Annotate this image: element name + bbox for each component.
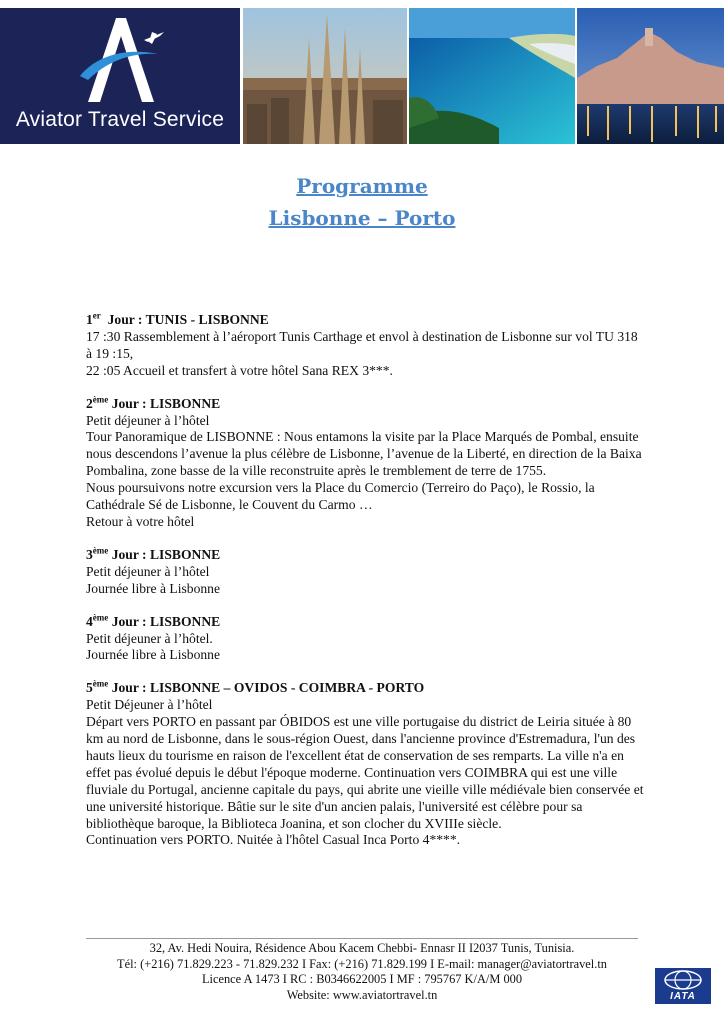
aviator-logo-icon [78,14,164,106]
brand-name: Aviator Travel Service [15,108,225,131]
header-banner [0,8,724,144]
iata-label: IATA [670,991,696,1002]
photo-sagrada-familia [243,8,407,144]
day-line: Petit déjeuner à l’hôtel [86,412,210,428]
day-heading: 1er Jour : TUNIS - LISBONNE [86,310,269,327]
footer-website: Website: www.aviatortravel.tn [286,987,438,1002]
day-4 [86,614,646,665]
day-1 [86,312,646,380]
day-line: Continuation vers PORTO. Nuitée à l'hôtel Casual Inca Porto 4****. [86,832,461,848]
page-title: Programme [296,174,428,198]
day-3 [86,547,646,598]
globe-icon [655,968,711,992]
day-line: Tour Panoramique de LISBONNE : Nous entamons la visite par la Place Marqués de Pombal, ensuite nous descendons l’avenue la plus célèbre de Lisbonne, l’avenue de la Liberté, en direction de la Baixa Pombalina, zone basse de la ville reconstruite après le tremblement de terre de 1755. [86,429,642,479]
footer-address: 32, Av. Hedi Nouira, Résidence Abou Kacem Chebbi- Ennasr II I2037 Tunis, Tunisia. [149,941,575,955]
day-line: 17 :30 Rassemblement à l’aéroport Tunis Carthage et envol à destination de Lisbonne sur vol TU 318 à 19 :15, [86,328,638,361]
footer-divider [86,938,638,939]
footer [70,941,654,1003]
page-subtitle: Lisbonne – Porto [268,206,456,230]
day-5 [86,680,646,849]
photo-harbour-night [577,8,724,144]
brand-logo [0,8,240,144]
day-line: Petit déjeuner à l’hôtel [86,563,210,579]
day-line: Journée libre à Lisbonne [86,647,221,663]
day-line: Nous poursuivons notre excursion vers la Place du Comercio (Terreiro do Paço), le Rossio, la Cathédrale Sé de Lisbonne, le Couvent du Carmo … [86,480,595,513]
day-heading: 5ème Jour : LISBONNE – OVIDOS - COIMBRA - PORTO [86,678,425,696]
day-line: Petit Déjeuner à l’hôtel [86,697,213,713]
footer-licence: Licence A 1473 I RC : B0346622005 I MF : 795767 K/A/M 000 [201,972,523,987]
day-heading: 3ème Jour : LISBONNE [86,545,221,562]
day-heading: 4ème Jour : LISBONNE [86,612,221,629]
programme-content [86,312,646,865]
day-line: Retour à votre hôtel [86,513,195,529]
day-line: Petit déjeuner à l’hôtel. [86,630,213,646]
footer-contact: Tél: (+216) 71.829.223 - 71.829.232 I Fax: (+216) 71.829.199 I E-mail: manager@aviatortravel.tn [117,956,607,971]
day-line: Départ vers PORTO en passant par ÓBIDOS est une ville portugaise du district de Leiria située à 80 km au nord de Lisbonne, dans le sous-région Ouest, dans l'ancienne province d'Estremadura, l'un des hauts lieux du tourisme en raison de l'excellent état de conservation de ses remparts. La ville n'a en effet pas évolué depuis le début l'époque moderne. Continuation vers COIMBRA qui est une ville fluviale du Portugal, ancienne capitale du pays, qui abrite une vieille ville médiévale bien conservée et une université historique. Bâtie sur le site d'un ancien palais, l'université est célèbre pour sa bibliothèque baroque, la Biblioteca Joanina, et son clocher du XVIIIe siècle. [86,714,644,831]
iata-logo [655,968,711,1004]
day-heading: 2ème Jour : LISBONNE [86,394,221,411]
photo-turquoise-coast [409,8,575,144]
day-2 [86,396,646,531]
day-line: Journée libre à Lisbonne [86,580,221,596]
day-line: 22 :05 Accueil et transfert à votre hôtel Sana REX 3***. [86,362,393,378]
